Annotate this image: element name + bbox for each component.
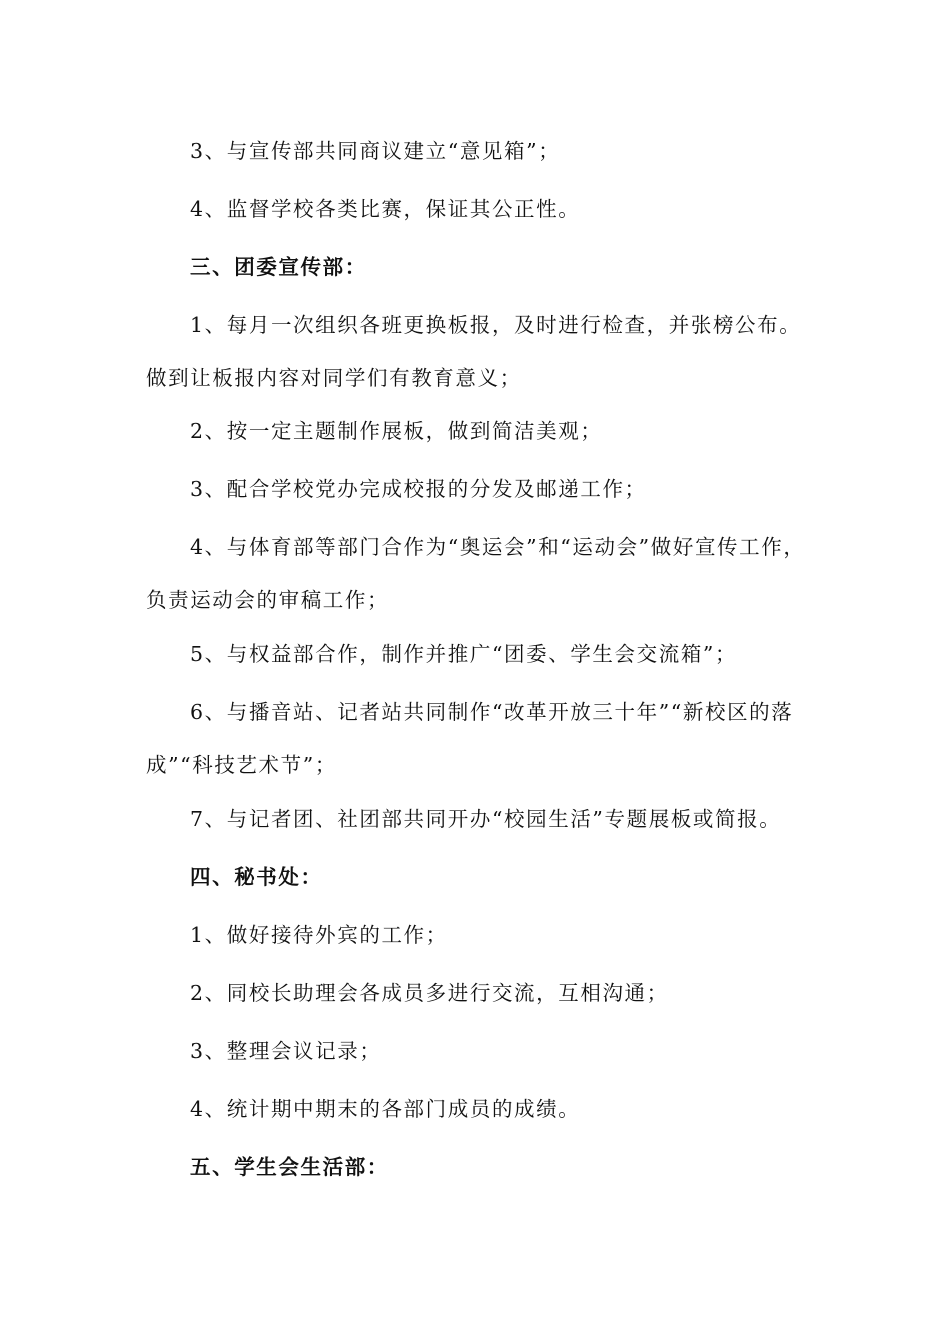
paragraph-item-7-campus-life: 7、与记者团、社团部共同开办“校园生活”专题展板或简报。 [190, 807, 782, 831]
paragraph-item-2-display-board: 2、按一定主题制作展板，做到简洁美观； [190, 419, 603, 443]
section-heading-secretariat: 四、秘书处： [190, 865, 323, 889]
paragraph-item-3-school-newspaper: 3、配合学校党办完成校报的分发及邮递工作； [190, 477, 647, 501]
paragraph-item-4-supervise-competitions: 4、监督学校各类比赛，保证其公正性。 [190, 197, 581, 221]
paragraph-item-3-suggestion-box: 3、与宣传部共同商议建立“意见箱”； [190, 139, 561, 163]
paragraph-item-4-sports-publicity: 4、与体育部等部门合作为“奥运会”和“运动会”做好宣传工作，负责运动会的审稿工作； [146, 535, 806, 612]
paragraph-item-1-reception: 1、做好接待外宾的工作； [190, 923, 448, 947]
section-heading-publicity-dept: 三、团委宣传部： [190, 255, 367, 279]
paragraph-item-1-blackboard: 1、每月一次组织各班更换板报，及时进行检查，并张榜公布。做到让板报内容对同学们有教育意义； [146, 313, 802, 390]
paragraph-item-4-statistics: 4、统计期中期末的各部门成员的成绩。 [190, 1097, 581, 1121]
paragraph-item-5-exchange-box: 5、与权益部合作，制作并推广“团委、学生会交流箱”； [190, 642, 738, 666]
section-heading-life-dept: 五、学生会生活部： [190, 1155, 389, 1179]
paragraph-item-6-broadcast: 6、与播音站、记者站共同制作“改革开放三十年”“新校区的落成”“科技艺术节”； [146, 700, 794, 777]
paragraph-item-3-minutes: 3、整理会议记录； [190, 1039, 382, 1063]
paragraph-item-2-communication: 2、同校长助理会各成员多进行交流，互相沟通； [190, 981, 669, 1005]
